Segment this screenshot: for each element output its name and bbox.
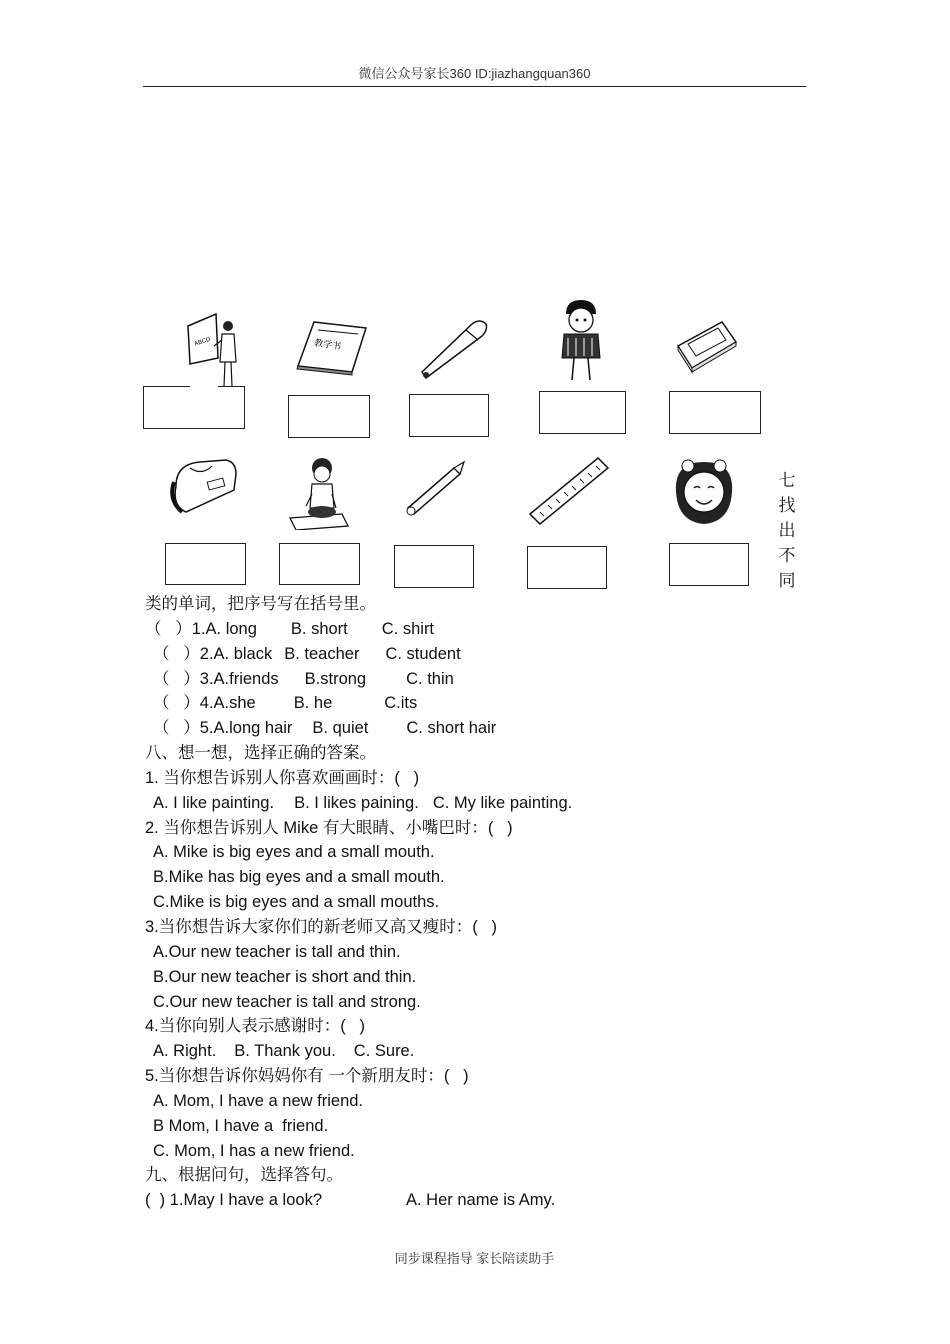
ruler-icon bbox=[528, 456, 610, 526]
item-number: 1. bbox=[191, 619, 206, 638]
item-number: 4. bbox=[199, 694, 214, 713]
question: ( ) 1.May I have a look? bbox=[145, 1191, 322, 1210]
option-b: B.strong bbox=[304, 669, 367, 688]
pencil-picture bbox=[404, 460, 466, 516]
pen-picture bbox=[420, 318, 490, 380]
teacher-picture bbox=[186, 312, 242, 394]
page-header: 微信公众号家长360 ID:jiazhangquan360 bbox=[143, 64, 806, 87]
option-row bbox=[145, 791, 795, 816]
answer-bracket[interactable]: （ ） bbox=[153, 719, 200, 738]
option-c: C. Mom, I has a new friend. bbox=[153, 1141, 355, 1160]
textbook-picture bbox=[296, 318, 370, 376]
option-a: A. long bbox=[205, 619, 257, 638]
option-c: C. short hair bbox=[406, 719, 497, 738]
section7-item bbox=[145, 617, 795, 642]
option-c: C. student bbox=[385, 644, 461, 663]
section7-title-vertical bbox=[776, 468, 798, 593]
pen-icon bbox=[420, 318, 490, 380]
option-c: C. thin bbox=[406, 669, 454, 688]
answer-box[interactable] bbox=[165, 543, 246, 585]
item-number: 2. bbox=[199, 644, 214, 663]
answer-box[interactable] bbox=[539, 391, 626, 434]
girl-picture bbox=[670, 458, 738, 528]
option-c: C.Mike is big eyes and a small mouths. bbox=[153, 893, 440, 912]
title-char: 找 bbox=[778, 496, 796, 515]
answer-bracket[interactable]: （ ） bbox=[153, 669, 200, 688]
ruler-picture bbox=[528, 456, 610, 526]
option-a: A.long hair bbox=[213, 719, 293, 738]
schoolbag-picture bbox=[166, 456, 240, 516]
option-a: A.friends bbox=[213, 669, 279, 688]
page-footer: 同步课程指导 家长陪读助手 bbox=[394, 1251, 555, 1266]
option-c: C.Our new teacher is tall and strong. bbox=[153, 992, 421, 1011]
cover-text: 教学书 bbox=[313, 338, 342, 353]
title-char: 不 bbox=[778, 546, 796, 565]
section9-item bbox=[145, 1188, 795, 1213]
option-a: A. Mom, I have a new friend. bbox=[153, 1091, 364, 1110]
boy-picture bbox=[556, 298, 606, 386]
item-number: 3. bbox=[199, 669, 214, 688]
option-a: A.she bbox=[213, 694, 256, 713]
title-char: 同 bbox=[778, 571, 796, 590]
option-b: B.Mike has big eyes and a small mouth. bbox=[153, 868, 445, 887]
option-b: B. teacher bbox=[284, 644, 360, 663]
title-char: 出 bbox=[778, 521, 796, 540]
option-c: C. Sure. bbox=[353, 1042, 415, 1061]
option-b: B. he bbox=[293, 694, 333, 713]
student-writing-icon bbox=[286, 454, 352, 530]
answer-bracket[interactable]: （ ） bbox=[145, 619, 192, 638]
answer-box[interactable] bbox=[527, 546, 607, 589]
student-picture bbox=[286, 454, 352, 530]
worksheet-body bbox=[145, 592, 795, 1213]
answer-box[interactable] bbox=[394, 545, 474, 588]
answer-box[interactable] bbox=[669, 543, 749, 586]
section7-item bbox=[145, 691, 795, 716]
answer-box[interactable] bbox=[288, 395, 370, 438]
section7-item bbox=[145, 716, 795, 741]
option-a: A. I like painting. bbox=[153, 793, 275, 812]
answer-box[interactable] bbox=[669, 391, 761, 434]
option-b: B Mom, I have a friend. bbox=[153, 1116, 329, 1135]
option-a: A. black bbox=[213, 644, 273, 663]
section7-title: 类的单词，把序号写在括号里。 bbox=[145, 595, 376, 613]
option-c: C.its bbox=[384, 694, 418, 713]
question: 1. 当你想告诉别人你喜欢画画时：( ) bbox=[145, 768, 420, 787]
option-a: A. Right. bbox=[153, 1042, 217, 1061]
answer-option: A. Her name is Amy. bbox=[406, 1191, 556, 1210]
option-b: B. short bbox=[290, 619, 348, 638]
option-b: B. I likes paining. bbox=[294, 793, 419, 812]
option-b: B.Our new teacher is short and thin. bbox=[153, 967, 417, 986]
option-a: A. Mike is big eyes and a small mouth. bbox=[153, 843, 435, 862]
option-c: C. shirt bbox=[381, 619, 435, 638]
answer-box[interactable] bbox=[279, 543, 360, 585]
section9-title: 九、根据问句，选择答句。 bbox=[145, 1166, 343, 1185]
answer-box[interactable] bbox=[409, 394, 489, 437]
option-row bbox=[145, 1039, 795, 1064]
option-b: B. Thank you. bbox=[234, 1042, 336, 1061]
pencil-icon bbox=[404, 460, 466, 516]
answer-bracket[interactable]: （ ） bbox=[153, 694, 200, 713]
teacher-at-blackboard-icon bbox=[186, 312, 242, 394]
textbook-icon bbox=[296, 318, 370, 376]
pencil-box-icon bbox=[674, 316, 740, 374]
option-c: C. My like painting. bbox=[432, 793, 573, 812]
section7-item bbox=[145, 642, 795, 667]
girl-icon bbox=[670, 458, 738, 528]
option-b: B. quiet bbox=[312, 719, 369, 738]
question: 4.当你向别人表示感谢时：( ) bbox=[145, 1017, 366, 1036]
section8-title: 八、想一想，选择正确的答案。 bbox=[145, 744, 376, 763]
item-number: 5. bbox=[199, 719, 214, 738]
boy-icon bbox=[556, 298, 606, 386]
board-text: ABCD bbox=[193, 336, 212, 348]
teacher-overlap bbox=[190, 384, 218, 390]
pencil-box-picture bbox=[674, 316, 740, 374]
title-char: 七 bbox=[778, 471, 796, 490]
answer-bracket[interactable]: （ ） bbox=[153, 644, 200, 663]
answer-box[interactable] bbox=[143, 386, 245, 429]
question: 3.当你想告诉大家你们的新老师又高又瘦时：( ) bbox=[145, 917, 498, 936]
question: 5.当你想告诉你妈妈你有 一个新朋友时：( ) bbox=[145, 1067, 469, 1086]
schoolbag-icon bbox=[166, 456, 240, 516]
option-a: A.Our new teacher is tall and thin. bbox=[153, 942, 401, 961]
question: 2. 当你想告诉别人 Mike 有大眼睛、小嘴巴时：( ) bbox=[145, 818, 513, 837]
section7-item bbox=[145, 667, 795, 692]
